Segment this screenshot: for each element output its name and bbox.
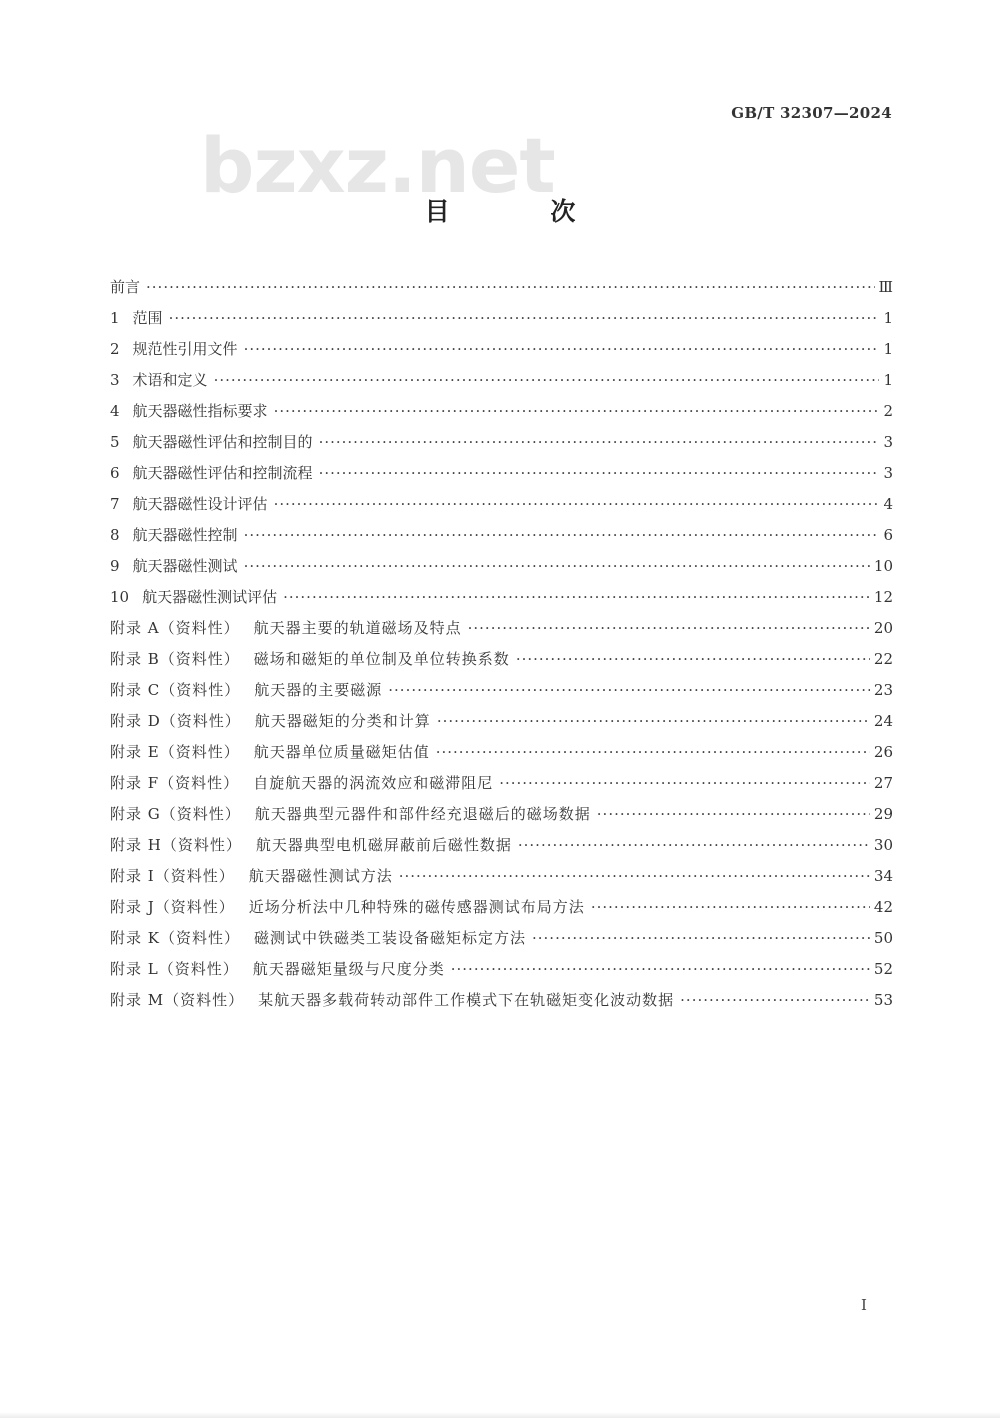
toc-appendix-label <box>110 834 512 855</box>
toc-appendix-l[interactable] <box>110 958 893 989</box>
toc-entry-5[interactable] <box>110 431 893 462</box>
toc-appendix-d[interactable] <box>110 710 893 741</box>
appendix-prefix: 附录 G（资料性） <box>110 805 241 823</box>
toc-leader-dots <box>283 588 870 606</box>
standard-code: GB/T 32307—2024 <box>731 104 892 122</box>
toc-entry-page: 34 <box>873 867 893 885</box>
toc-entry-number: 2 <box>110 340 120 358</box>
toc-leader-dots <box>319 433 880 451</box>
toc-entry-label: 规范性引用文件 <box>132 340 238 358</box>
toc-appendix-m[interactable] <box>110 989 893 1020</box>
toc-appendix-label <box>110 865 393 886</box>
toc-leader-dots <box>169 309 880 327</box>
toc-entry-number: 5 <box>110 433 120 451</box>
appendix-title: 航天器磁矩的分类和计算 <box>254 712 431 730</box>
toc-appendix-label <box>110 896 585 917</box>
toc-entry-10[interactable] <box>110 586 893 617</box>
toc-leader-dots <box>468 619 870 637</box>
toc-appendix-label <box>110 710 431 731</box>
toc-leader-dots <box>597 805 870 823</box>
appendix-prefix: 附录 M（资料性） <box>110 991 245 1009</box>
toc-entry-page: 50 <box>873 929 893 947</box>
toc-entry-page: 10 <box>873 557 893 575</box>
toc-entry-7[interactable] <box>110 493 893 524</box>
appendix-prefix: 附录 K（资料性） <box>110 929 240 947</box>
toc-entry-label: 航天器磁性评估和控制目的 <box>132 433 313 451</box>
appendix-title: 某航天器多载荷转动部件工作模式下在轨磁矩变化波动数据 <box>258 991 675 1009</box>
toc-entry-6[interactable] <box>110 462 893 493</box>
toc-entry-page: 1 <box>883 340 893 358</box>
toc-entry-number: 8 <box>110 526 120 544</box>
toc-appendix-label <box>110 989 674 1010</box>
appendix-prefix: 附录 J（资料性） <box>110 898 235 916</box>
toc-appendix-label <box>110 927 526 948</box>
toc-appendix-label <box>110 803 591 824</box>
appendix-prefix: 附录 B（资料性） <box>110 650 240 668</box>
toc-appendix-e[interactable] <box>110 741 893 772</box>
toc-leader-dots <box>274 495 880 513</box>
toc-leader-dots <box>437 712 870 730</box>
toc-entry-page: 26 <box>873 743 893 761</box>
toc-leader-dots <box>532 929 870 947</box>
appendix-title: 航天器典型电机磁屏蔽前后磁性数据 <box>255 836 512 854</box>
toc-entry-page: 1 <box>883 371 893 389</box>
toc-appendix-a[interactable] <box>110 617 893 648</box>
toc-entry-label: 航天器磁性测试 <box>132 557 238 575</box>
toc-leader-dots <box>399 867 870 885</box>
appendix-prefix: 附录 A（资料性） <box>110 619 240 637</box>
toc-appendix-i[interactable] <box>110 865 893 896</box>
toc-entry-label: 航天器磁性指标要求 <box>132 402 268 420</box>
toc-appendix-label <box>110 648 510 669</box>
toc-leader-dots <box>436 743 870 761</box>
appendix-title: 磁测试中铁磁类工装设备磁矩标定方法 <box>253 929 526 947</box>
appendix-title: 航天器典型元器件和部件经充退磁后的磁场数据 <box>254 805 591 823</box>
toc-entry-label: 术语和定义 <box>132 371 208 389</box>
toc-entry-page: 27 <box>873 774 893 792</box>
toc-entry-page: 23 <box>873 681 893 699</box>
appendix-title: 近场分析法中几种特殊的磁传感器测试布局方法 <box>248 898 585 916</box>
toc-leader-dots <box>518 836 870 854</box>
toc-entry-page: 20 <box>873 619 893 637</box>
appendix-prefix: 附录 E（资料性） <box>110 743 240 761</box>
toc-entry-number: 6 <box>110 464 120 482</box>
appendix-title: 自旋航天器的涡流效应和磁滞阻尼 <box>253 774 494 792</box>
appendix-prefix: 附录 D（资料性） <box>110 712 241 730</box>
toc-entry-number: 3 <box>110 371 120 389</box>
toc-entry-label: 前言 <box>110 278 141 296</box>
toc-entry-number: 7 <box>110 495 120 513</box>
toc-leader-dots <box>319 464 880 482</box>
toc-leader-dots <box>388 681 870 699</box>
appendix-title: 航天器主要的轨道磁场及特点 <box>253 619 462 637</box>
toc-entry-page: 1 <box>883 309 893 327</box>
toc-entry-number: 1 <box>110 309 120 327</box>
page-bottom-edge <box>0 1412 1000 1418</box>
toc-entry-page: 30 <box>873 836 893 854</box>
toc-entry-page: 3 <box>883 464 893 482</box>
appendix-prefix: 附录 H（资料性） <box>110 836 242 854</box>
page-title: 目 次 <box>424 197 622 226</box>
toc-entry-page: 42 <box>873 898 893 916</box>
watermark: bzxz.net <box>200 121 555 210</box>
appendix-title: 磁场和磁矩的单位制及单位转换系数 <box>253 650 510 668</box>
toc-leader-dots <box>214 371 880 389</box>
toc-leader-dots <box>680 991 870 1009</box>
toc-leader-dots <box>274 402 880 420</box>
toc-entry-page: 3 <box>883 433 893 451</box>
toc-appendix-f[interactable] <box>110 772 893 803</box>
toc-leader-dots <box>451 960 870 978</box>
toc-entry-number: 10 <box>110 588 130 606</box>
toc-appendix-label <box>110 679 382 700</box>
toc-entry-number: 9 <box>110 557 120 575</box>
toc-entry-8[interactable] <box>110 524 893 555</box>
toc-leader-dots <box>499 774 870 792</box>
toc-entry-page: 4 <box>883 495 893 513</box>
appendix-prefix: 附录 F（资料性） <box>110 774 240 792</box>
toc-entry-label: 航天器磁性设计评估 <box>132 495 268 513</box>
page-number: I <box>861 1296 867 1314</box>
toc-appendix-k[interactable] <box>110 927 893 958</box>
appendix-title: 航天器单位质量磁矩估值 <box>253 743 430 761</box>
toc-leader-dots <box>244 526 880 544</box>
appendix-prefix: 附录 C（资料性） <box>110 681 241 699</box>
toc-entry-page: 53 <box>873 991 893 1009</box>
appendix-title: 航天器的主要磁源 <box>254 681 383 699</box>
toc-entry-page: 52 <box>873 960 893 978</box>
toc-appendix-h[interactable] <box>110 834 893 865</box>
toc-entry-label: 航天器磁性评估和控制流程 <box>132 464 313 482</box>
toc-entry-page: 22 <box>873 650 893 668</box>
toc-entry-page: 24 <box>873 712 893 730</box>
toc-entry-4[interactable] <box>110 400 893 431</box>
toc-leader-dots <box>244 557 870 575</box>
toc-entry-page: 6 <box>883 526 893 544</box>
appendix-title: 航天器磁性测试方法 <box>248 867 393 885</box>
toc-entry-label: 航天器磁性测试评估 <box>142 588 278 606</box>
toc-entry-page: 12 <box>873 588 893 606</box>
toc-entry-label: 航天器磁性控制 <box>132 526 238 544</box>
toc-entry-foreword[interactable] <box>110 276 893 307</box>
appendix-prefix: 附录 I（资料性） <box>110 867 235 885</box>
toc-leader-dots <box>591 898 870 916</box>
table-of-contents <box>110 276 893 1020</box>
toc-appendix-label <box>110 741 430 762</box>
appendix-title: 航天器磁矩量级与尺度分类 <box>252 960 445 978</box>
toc-entry-page: 29 <box>873 805 893 823</box>
toc-entry-label: 范围 <box>132 309 163 327</box>
toc-appendix-c[interactable] <box>110 679 893 710</box>
toc-leader-dots <box>516 650 870 668</box>
toc-entry-2[interactable] <box>110 338 893 369</box>
toc-leader-dots <box>146 278 875 296</box>
toc-appendix-label <box>110 617 462 638</box>
toc-appendix-j[interactable] <box>110 896 893 927</box>
toc-leader-dots <box>244 340 880 358</box>
toc-entry-page: 2 <box>883 402 893 420</box>
toc-entry-3[interactable] <box>110 369 893 400</box>
toc-appendix-label <box>110 772 493 793</box>
toc-entry-number: 4 <box>110 402 120 420</box>
toc-entry-page: Ⅲ <box>878 278 893 296</box>
toc-appendix-g[interactable] <box>110 803 893 834</box>
appendix-prefix: 附录 L（资料性） <box>110 960 239 978</box>
toc-appendix-b[interactable] <box>110 648 893 679</box>
toc-entry-9[interactable] <box>110 555 893 586</box>
toc-entry-1[interactable] <box>110 307 893 338</box>
toc-appendix-label <box>110 958 445 979</box>
